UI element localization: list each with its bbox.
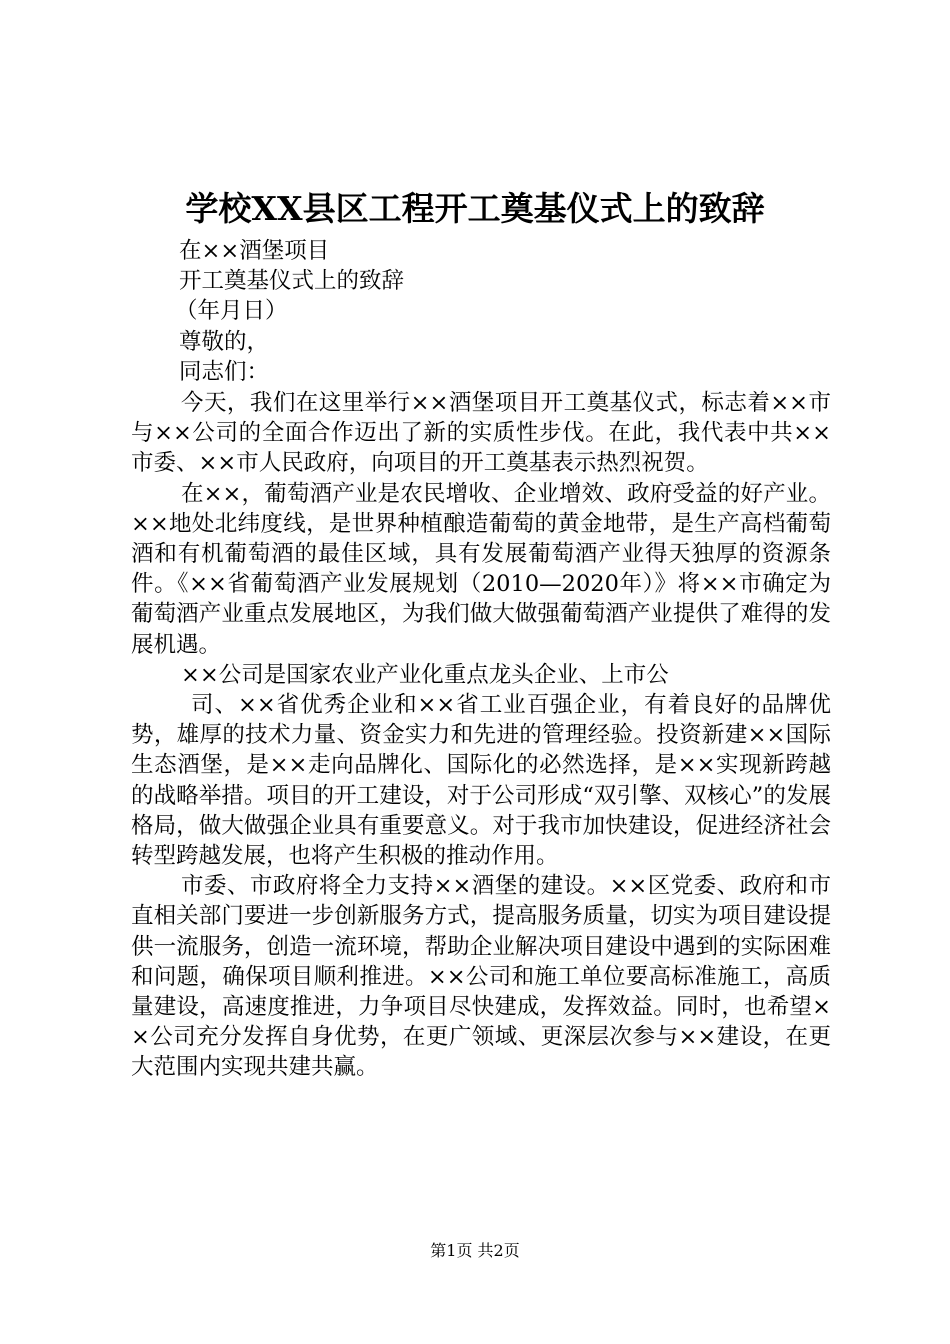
paragraph: 司、××省优秀企业和××省工业百强企业，有着良好的品牌优势，雄厚的技术力量、资金实力和先进的管理经验。投资新建××国际生态酒堡，是××走向品牌化、国际化的必然选择，是××实现新跨越的战略举措。项目的开工建设，对于公司形成“双引擎、双核心”的发展格局，做大做强企业具有重要意义。对于我市加快建设，促进经济社会转型跨越发展，也将产生积极的推动作用。 <box>131 692 831 870</box>
header-line-comrades: 同志们： <box>179 358 270 385</box>
paragraph: ××公司是国家农业产业化重点龙头企业、上市公 <box>181 661 669 688</box>
page-indicator: 第1页 共2页 <box>430 1241 520 1260</box>
header-line-salutation: 尊敬的， <box>179 328 270 355</box>
header-lines <box>131 236 831 387</box>
document-body <box>131 388 831 1083</box>
header-line-date: （年月日） <box>175 298 288 325</box>
document-title: 学校XX县区工程开工奠基仪式上的致辞 <box>185 189 765 228</box>
header-line-project: 在××酒堡项目 <box>179 238 330 264</box>
paragraph: 市委、市政府将全力支持××酒堡的建设。××区党委、政府和市直相关部门要进一步创新服务方式，提高服务质量，切实为项目建设提供一流服务，创造一流环境，帮助企业解决项目建设中遇到的实际困难和问题，确保项目顺利推进。××公司和施工单位要高标准施工，高质量建设，高速度推进，力争项目尽快建成，发挥效益。同时，也希望××公司充分发挥自身优势，在更广领域、更深层次参与××建设，在更大范围内实现共建共赢。 <box>131 873 831 1081</box>
paragraph: 今天，我们在这里举行××酒堡项目开工奠基仪式，标志着××市与××公司的全面合作迈出了新的实质性步伐。在此，我代表中共××市委、××市人民政府，向项目的开工奠基表示热烈祝贺。 <box>131 390 831 477</box>
header-line-speech-title: 开工奠基仪式上的致辞 <box>179 268 405 295</box>
paragraph: 在××，葡萄酒产业是农民增收、企业增效、政府受益的好产业。××地处北纬度线，是世界种植酿造葡萄的黄金地带，是生产高档葡萄酒和有机葡萄酒的最佳区域，具有发展葡萄酒产业得天独厚的资源条件。《××省葡萄酒产业发展规划（2010—2020年）》将××市确定为葡萄酒产业重点发展地区，为我们做大做强葡萄酒产业提供了难得的发展机遇。 <box>131 480 831 658</box>
